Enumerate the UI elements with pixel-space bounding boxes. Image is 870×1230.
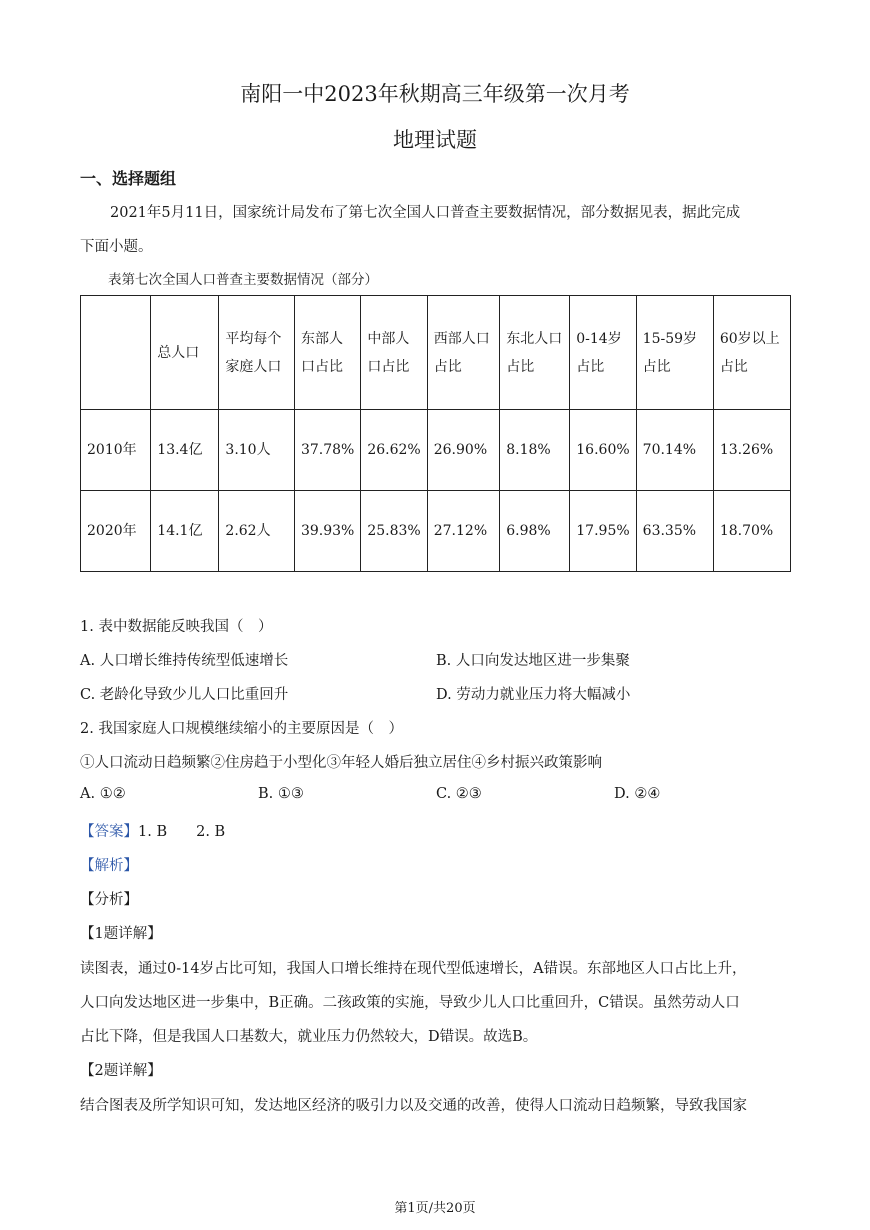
exam-title: 南阳一中2023年秋期高三年级第一次月考 (240, 82, 630, 106)
table-row (81, 491, 791, 572)
page-footer: 第1页/共20页 (394, 1201, 476, 1216)
table-cell: 16.60% (570, 410, 636, 491)
intro-line-1: 2021年5月11日，国家统计局发布了第七次全国人口普查主要数据情况，部分数据见表，据此完成 (110, 205, 741, 221)
census-table (80, 295, 791, 572)
question-2-option-c: C. ②③ (436, 786, 482, 802)
q1-detail-label: 【1题详解】 (80, 926, 162, 942)
q1-detail-line-2: 人口向发达地区进一步集中，B正确。二孩政策的实施，导致少儿人口比重回升，C错误。虽然劳动人口 (80, 995, 740, 1011)
question-2-option-d: D. ②④ (614, 786, 661, 802)
table-cell: 25.83% (361, 491, 427, 572)
table-cell: 2.62人 (219, 491, 295, 572)
table-header-cell: 总人口 (151, 296, 219, 410)
table-cell: 13.26% (713, 410, 790, 491)
table-cell: 13.4亿 (151, 410, 219, 491)
question-1-option-a: A. 人口增长维持传统型低速增长 (80, 653, 289, 669)
table-cell: 18.70% (713, 491, 790, 572)
q1-detail-line-3: 占比下降，但是我国人口基数大，就业压力仍然较大，D错误。故选B。 (80, 1029, 538, 1045)
table-cell: 39.93% (294, 491, 360, 572)
table-header-cell: 15-59岁占比 (636, 296, 713, 410)
table-cell: 3.10人 (219, 410, 295, 491)
table-header-cell: 0-14岁占比 (570, 296, 636, 410)
table-cell: 26.62% (361, 410, 427, 491)
analysis-label: 【解析】 (80, 858, 138, 874)
table-header-row (81, 296, 791, 410)
intro-line-2: 下面小题。 (80, 239, 153, 255)
fenxi-label: 【分析】 (80, 892, 138, 908)
table-header-cell (81, 296, 151, 410)
table-cell: 2010年 (81, 410, 151, 491)
table-cell: 27.12% (427, 491, 500, 572)
question-1-option-b: B. 人口向发达地区进一步集聚 (436, 653, 630, 669)
section-heading: 一、选择题组 (80, 169, 177, 188)
table-cell: 14.1亿 (151, 491, 219, 572)
table-cell: 63.35% (636, 491, 713, 572)
table-cell: 70.14% (636, 410, 713, 491)
table-header-cell: 东北人口占比 (500, 296, 570, 410)
table-cell: 8.18% (500, 410, 570, 491)
table-header-cell: 60岁以上占比 (713, 296, 790, 410)
question-2-option-b: B. ①③ (258, 786, 304, 802)
table-header-cell: 西部人口占比 (427, 296, 500, 410)
subject-title: 地理试题 (393, 128, 477, 152)
question-2-option-a: A. ①② (80, 786, 126, 802)
table-row (81, 410, 791, 491)
table-cell: 17.95% (570, 491, 636, 572)
answer-label: 【答案】 (80, 824, 138, 840)
table-cell: 37.78% (294, 410, 360, 491)
q2-detail-line-1: 结合图表及所学知识可知，发达地区经济的吸引力以及交通的改善，使得人口流动日趋频繁，导致我国家 (80, 1098, 747, 1114)
table-header-cell: 东部人口占比 (294, 296, 360, 410)
answer-line (80, 820, 225, 841)
table-cell: 6.98% (500, 491, 570, 572)
table-header-cell: 平均每个家庭人口 (219, 296, 295, 410)
question-1-option-d: D. 劳动力就业压力将大幅减小 (436, 687, 631, 703)
table-cell: 2020年 (81, 491, 151, 572)
question-1-option-c: C. 老龄化导致少儿人口比重回升 (80, 687, 289, 703)
table-header-cell: 中部人口占比 (361, 296, 427, 410)
q2-detail-label: 【2题详解】 (80, 1063, 162, 1079)
table-cell: 26.90% (427, 410, 500, 491)
question-2-stem: 2. 我国家庭人口规模继续缩小的主要原因是（ ） (80, 721, 403, 737)
q1-detail-line-1: 读图表，通过0-14岁占比可知，我国人口增长维持在现代型低速增长，A错误。东部地区人口占比上升， (80, 961, 747, 977)
question-1-stem: 1. 表中数据能反映我国（ ） (80, 619, 273, 635)
answer-values: 1. B 2. B (138, 824, 226, 840)
table-caption: 表第七次全国人口普查主要数据情况（部分） (108, 272, 378, 288)
question-2-statements: ①人口流动日趋频繁②住房趋于小型化③年轻人婚后独立居住④乡村振兴政策影响 (80, 755, 602, 771)
